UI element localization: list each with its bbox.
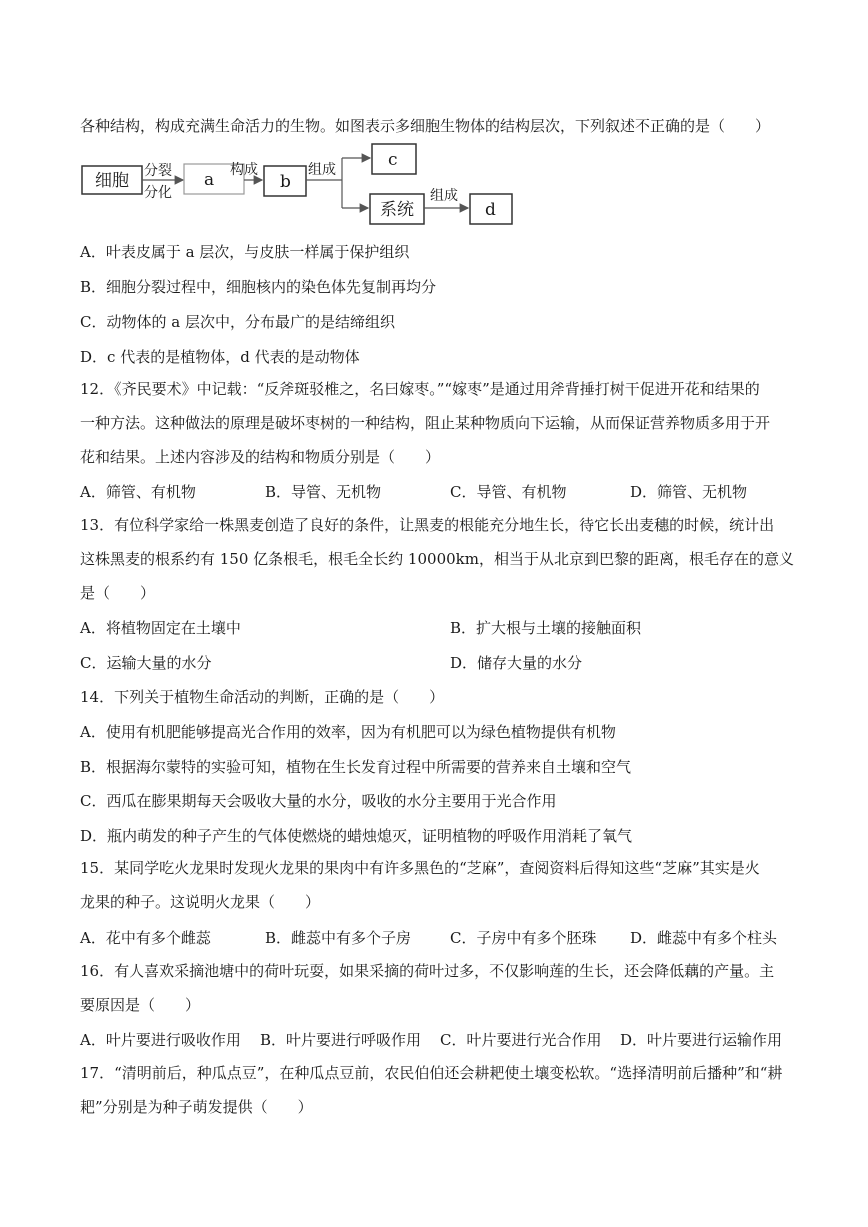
q12-option-b: B．导管、无机物 bbox=[265, 483, 382, 501]
q13-stem-line-3: 是（ ） bbox=[80, 584, 156, 602]
q14-option-d: D．瓶内萌发的种子产生的气体使燃烧的蜡烛熄灭，证明植物的呼吸作用消耗了氧气 bbox=[80, 827, 633, 845]
q13-stem-line-1: 13．有位科学家给一株黑麦创造了良好的条件，让黑麦的根能充分地生长，待它长出麦穗的时候，统计出 bbox=[80, 516, 775, 534]
q15-options bbox=[80, 927, 790, 948]
q12-stem-line-3: 花和结果。上述内容涉及的结构和物质分别是（ ） bbox=[80, 448, 441, 466]
q13-option-a: A．将植物固定在土壤中 bbox=[80, 619, 241, 637]
q12-options bbox=[80, 481, 790, 502]
q17-stem-line-2: 耙”分别是为种子萌发提供（ ） bbox=[80, 1098, 313, 1116]
q14-stem: 14．下列关于植物生命活动的判断，正确的是（ ） bbox=[80, 688, 445, 706]
cell-label: 细胞 bbox=[95, 171, 129, 191]
q16-stem-line-2: 要原因是（ ） bbox=[80, 996, 201, 1014]
q15-option-d: D．雌蕊中有多个柱头 bbox=[630, 929, 778, 947]
c-label: c bbox=[388, 150, 398, 170]
form-label: 构成 bbox=[230, 162, 258, 178]
a-label: a bbox=[204, 170, 215, 190]
q13-options-row-1 bbox=[80, 617, 790, 638]
q15-option-a: A．花中有多个雌蕊 bbox=[80, 929, 211, 947]
q11-option-b: B．细胞分裂过程中，细胞核内的染色体先复制再均分 bbox=[80, 278, 437, 296]
q12-option-a: A．筛管、有机物 bbox=[80, 483, 196, 501]
q15-option-b: B．雌蕊中有多个子房 bbox=[265, 929, 412, 947]
q11-option-c: C．动物体的 a 层次中，分布最广的是结缔组织 bbox=[80, 313, 395, 331]
q12-stem-line-2: 一种方法。这种做法的原理是破坏枣树的一种结构，阻止某种物质向下运输，从而保证营养物质多用于开 bbox=[80, 414, 771, 432]
q13-stem-line-2: 这株黑麦的根系约有 150 亿条根毛，根毛全长约 10000km，相当于从北京到巴黎的距离，根毛存在的意义 bbox=[80, 550, 794, 568]
compose2-label: 组成 bbox=[430, 188, 458, 204]
q13-option-c: C．运输大量的水分 bbox=[80, 654, 212, 672]
d-label: d bbox=[485, 200, 496, 220]
b-label: b bbox=[280, 172, 291, 192]
q16-option-b: B．叶片要进行呼吸作用 bbox=[260, 1031, 422, 1049]
q13-options-row-2 bbox=[80, 652, 790, 673]
structure-hierarchy-diagram bbox=[80, 140, 540, 230]
q15-option-c: C．子房中有多个胚珠 bbox=[450, 929, 597, 947]
q13-option-b: B．扩大根与土壤的接触面积 bbox=[450, 619, 642, 637]
q12-option-d: D．筛管、无机物 bbox=[630, 483, 748, 501]
q15-stem-line-1: 15．某同学吃火龙果时发现火龙果的果肉中有许多黑色的“芝麻”，查阅资料后得知这些“芝麻”其实是火 bbox=[80, 859, 760, 877]
q14-option-a: A．使用有机肥能够提高光合作用的效率，因为有机肥可以为绿色植物提供有机物 bbox=[80, 723, 616, 741]
q14-option-c: C．西瓜在膨果期每天会吸收大量的水分，吸收的水分主要用于光合作用 bbox=[80, 792, 557, 810]
q16-options bbox=[80, 1029, 790, 1050]
q15-stem-line-2: 龙果的种子。这说明火龙果（ ） bbox=[80, 893, 321, 911]
q16-option-c: C．叶片要进行光合作用 bbox=[440, 1031, 602, 1049]
q16-option-d: D．叶片要进行运输作用 bbox=[620, 1031, 783, 1049]
q16-option-a: A．叶片要进行吸收作用 bbox=[80, 1031, 241, 1049]
q13-option-d: D．储存大量的水分 bbox=[450, 654, 583, 672]
system-label: 系统 bbox=[380, 200, 414, 220]
compose1-label: 组成 bbox=[308, 162, 336, 178]
q17-stem-line-1: 17．“清明前后，种瓜点豆”，在种瓜点豆前，农民伯伯还会耕耙使土壤变松软。“选择清明前后播种”和“耕 bbox=[80, 1064, 783, 1082]
split-label: 分裂 bbox=[144, 163, 172, 179]
q11-stem: 各种结构，构成充满生命活力的生物。如图表示多细胞生物体的结构层次，下列叙述不正确的是（ ） bbox=[80, 117, 771, 135]
q11-option-d: D．c 代表的是植物体，d 代表的是动物体 bbox=[80, 348, 360, 366]
q12-option-c: C．导管、有机物 bbox=[450, 483, 567, 501]
q12-stem-line-1: 12．《齐民要术》中记载：“反斧斑驳椎之，名曰嫁枣。”“嫁枣”是通过用斧背捶打树干促进开花和结果的 bbox=[80, 380, 760, 398]
q16-stem-line-1: 16．有人喜欢采摘池塘中的荷叶玩耍，如果采摘的荷叶过多，不仅影响莲的生长，还会降低藕的产量。主 bbox=[80, 962, 775, 980]
q11-option-a: A．叶表皮属于 a 层次，与皮肤一样属于保护组织 bbox=[80, 243, 410, 261]
differentiate-label: 分化 bbox=[144, 185, 172, 201]
q14-option-b: B．根据海尔蒙特的实验可知，植物在生长发育过程中所需要的营养来自土壤和空气 bbox=[80, 758, 632, 776]
